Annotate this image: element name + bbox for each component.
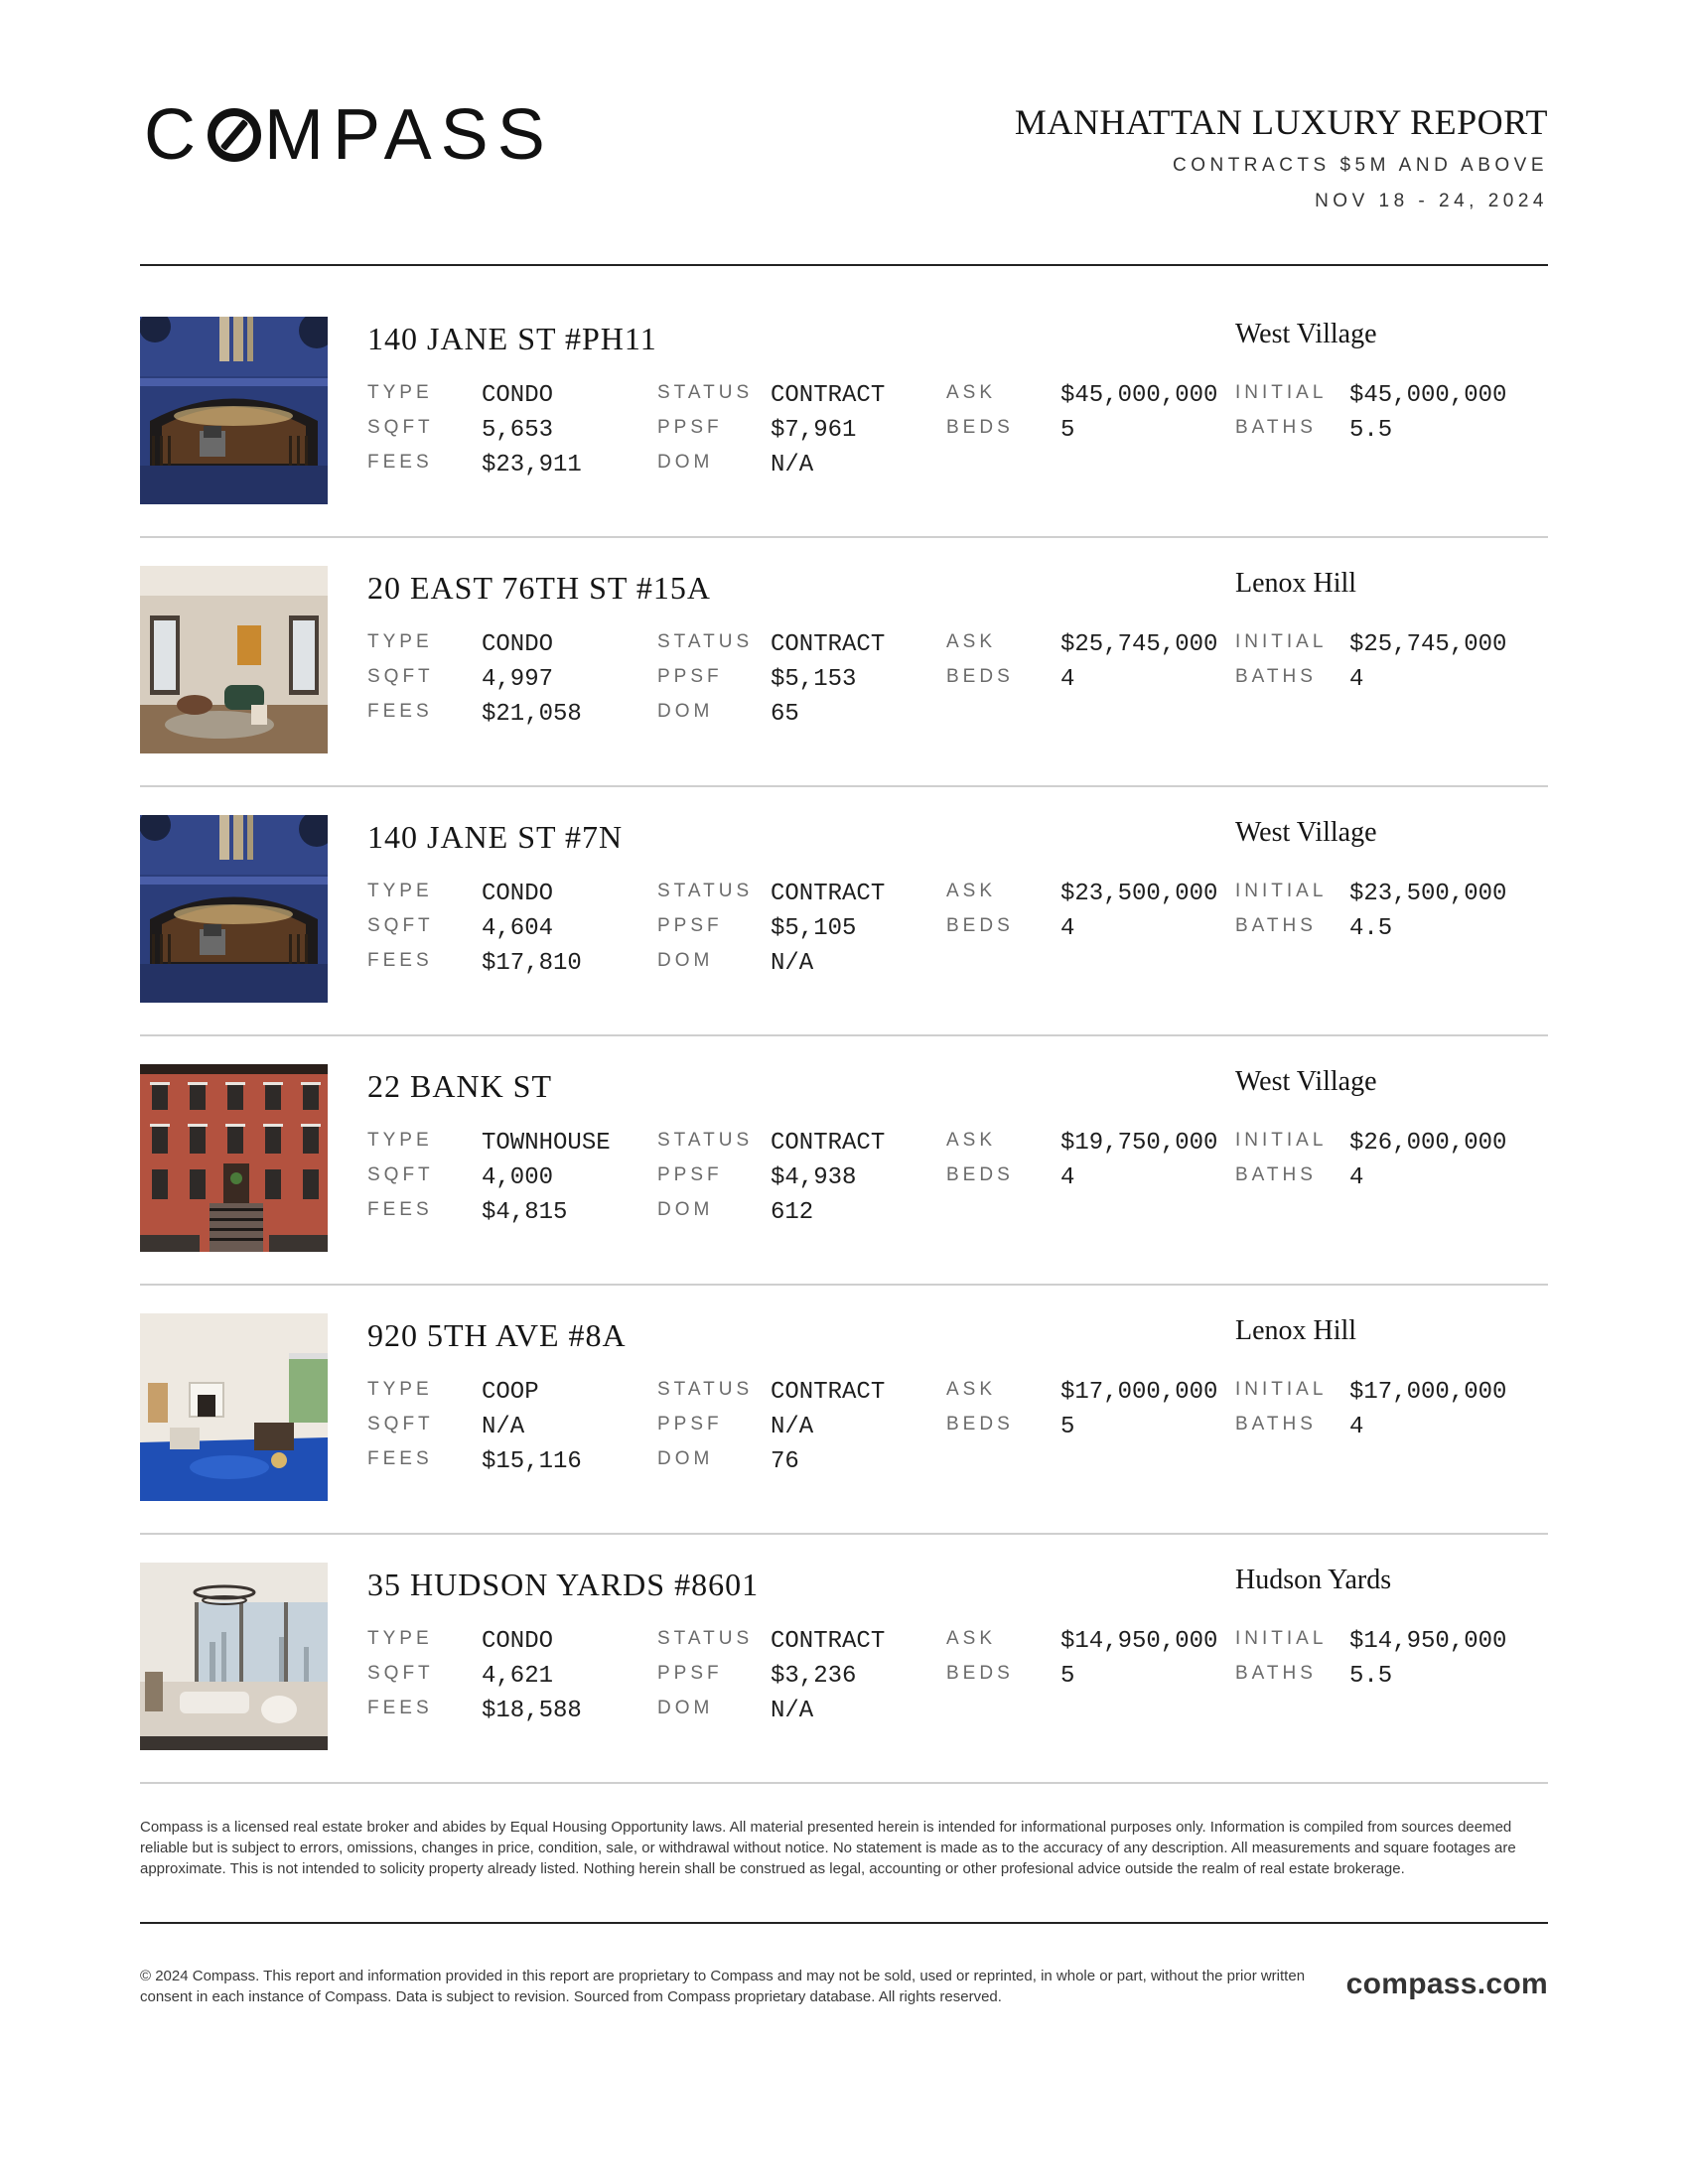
- baths-value: 4: [1349, 666, 1364, 693]
- listing-neighborhood: Hudson Yards: [1235, 1565, 1392, 1595]
- listings-list: [140, 289, 1548, 1784]
- ask-value: $19,750,000: [1060, 1130, 1218, 1157]
- beds-value: 4: [1060, 666, 1075, 693]
- baths-value: 5.5: [1349, 417, 1393, 444]
- initial-value: $26,000,000: [1349, 1130, 1507, 1157]
- baths-label: BATHS: [1235, 417, 1317, 438]
- listing-row[interactable]: [140, 1036, 1548, 1286]
- listing-details: [367, 382, 1559, 491]
- ask-label: ASK: [946, 1628, 997, 1649]
- listing-photo[interactable]: [140, 815, 328, 1003]
- listing-neighborhood: West Village: [1235, 319, 1377, 349]
- listing-details: [367, 1379, 1559, 1488]
- sqft-label: SQFT: [367, 417, 434, 438]
- ppsf-label: PPSF: [657, 1164, 723, 1185]
- initial-value: $25,745,000: [1349, 631, 1507, 658]
- status-label: STATUS: [657, 631, 754, 652]
- ask-value: $25,745,000: [1060, 631, 1218, 658]
- baths-label: BATHS: [1235, 1663, 1317, 1684]
- baths-value: 5.5: [1349, 1663, 1393, 1690]
- listing-photo[interactable]: [140, 1313, 328, 1501]
- legal-disclaimer: Compass is a licensed real estate broker and abides by Equal Housing Opportunity laws. All material presented herein is intended for informational purposes only. Information is compiled from sources deemed reliable but is subject to errors, omissions, changes in price, condition, sale, or withdrawal without notice. No statement is made as to the accuracy of any description. All measurements and square footages are approximate. This is not intended to solicity property already listed. Nothing herein shall be construed as legal, accounting or other profesional advice outside the realm of real estate brokerage.: [140, 1817, 1548, 1924]
- beds-label: BEDS: [946, 915, 1014, 936]
- listing-details: [367, 1628, 1559, 1737]
- beds-label: BEDS: [946, 1164, 1014, 1185]
- type-label: TYPE: [367, 1628, 433, 1649]
- blue-rug-room-photo: [140, 1313, 328, 1501]
- dom-value: N/A: [771, 950, 814, 977]
- beds-value: 5: [1060, 1663, 1075, 1690]
- listing-photo[interactable]: [140, 1563, 328, 1750]
- initial-value: $17,000,000: [1349, 1379, 1507, 1406]
- sqft-value: 4,621: [482, 1663, 554, 1690]
- sqft-value: 5,653: [482, 417, 554, 444]
- initial-label: INITIAL: [1235, 1379, 1328, 1400]
- building-courtyard-photo: [140, 317, 328, 504]
- sqft-value: 4,997: [482, 666, 554, 693]
- type-value: CONDO: [482, 1628, 554, 1655]
- listing-address[interactable]: 20 EAST 76TH ST #15A: [367, 570, 711, 606]
- report-title: MANHATTAN LUXURY REPORT: [1014, 102, 1548, 142]
- ask-label: ASK: [946, 1379, 997, 1400]
- beds-value: 5: [1060, 1414, 1075, 1440]
- ppsf-value: N/A: [771, 1414, 814, 1440]
- sqft-value: N/A: [482, 1414, 525, 1440]
- listing-row[interactable]: [140, 1286, 1548, 1535]
- dom-label: DOM: [657, 701, 714, 722]
- sqft-value: 4,000: [482, 1164, 554, 1191]
- type-label: TYPE: [367, 382, 433, 403]
- initial-value: $45,000,000: [1349, 382, 1507, 409]
- ppsf-value: $5,105: [771, 915, 857, 942]
- status-label: STATUS: [657, 881, 754, 901]
- beds-label: BEDS: [946, 417, 1014, 438]
- building-courtyard-photo: [140, 815, 328, 1003]
- ppsf-value: $7,961: [771, 417, 857, 444]
- status-value: CONTRACT: [771, 1628, 886, 1655]
- beds-value: 4: [1060, 1164, 1075, 1191]
- dom-label: DOM: [657, 1448, 714, 1469]
- type-label: TYPE: [367, 631, 433, 652]
- fees-value: $17,810: [482, 950, 582, 977]
- listing-address[interactable]: 920 5TH AVE #8A: [367, 1317, 627, 1353]
- dom-label: DOM: [657, 1199, 714, 1220]
- beds-value: 4: [1060, 915, 1075, 942]
- fees-label: FEES: [367, 452, 433, 473]
- fees-label: FEES: [367, 1698, 433, 1718]
- status-value: CONTRACT: [771, 1379, 886, 1406]
- listing-neighborhood: West Village: [1235, 817, 1377, 848]
- type-value: TOWNHOUSE: [482, 1130, 611, 1157]
- sqft-label: SQFT: [367, 666, 434, 687]
- ask-value: $14,950,000: [1060, 1628, 1218, 1655]
- initial-label: INITIAL: [1235, 631, 1328, 652]
- ask-label: ASK: [946, 382, 997, 403]
- fees-value: $4,815: [482, 1199, 568, 1226]
- fees-value: $23,911: [482, 452, 582, 478]
- dom-value: N/A: [771, 452, 814, 478]
- baths-label: BATHS: [1235, 666, 1317, 687]
- dom-value: 65: [771, 701, 799, 728]
- copyright-notice: © 2024 Compass. This report and information provided in this report are proprietary to Compass and may not be sold, used or reprinted, in whole or part, without the prior written consent in each instance of Compass. Data is subject to revision. Sourced from Compass proprietary database. All rights reserved.: [140, 1968, 1306, 2005]
- listing-address[interactable]: 35 HUDSON YARDS #8601: [367, 1567, 760, 1602]
- status-label: STATUS: [657, 1130, 754, 1151]
- type-value: CONDO: [482, 631, 554, 658]
- initial-label: INITIAL: [1235, 382, 1328, 403]
- townhouse-photo: [140, 1064, 328, 1252]
- ppsf-label: PPSF: [657, 666, 723, 687]
- fees-label: FEES: [367, 1448, 433, 1469]
- beds-label: BEDS: [946, 1663, 1014, 1684]
- sqft-label: SQFT: [367, 1164, 434, 1185]
- baths-label: BATHS: [1235, 1414, 1317, 1434]
- listing-row[interactable]: [140, 538, 1548, 787]
- website-link[interactable]: compass.com: [1345, 1968, 1548, 2000]
- listing-row[interactable]: [140, 787, 1548, 1036]
- fees-label: FEES: [367, 1199, 433, 1220]
- dom-value: N/A: [771, 1698, 814, 1724]
- ask-value: $23,500,000: [1060, 881, 1218, 907]
- listing-details: [367, 1130, 1559, 1239]
- status-label: STATUS: [657, 1628, 754, 1649]
- ppsf-value: $5,153: [771, 666, 857, 693]
- fees-value: $15,116: [482, 1448, 582, 1475]
- beds-value: 5: [1060, 417, 1075, 444]
- ask-label: ASK: [946, 631, 997, 652]
- type-value: COOP: [482, 1379, 539, 1406]
- ppsf-label: PPSF: [657, 417, 723, 438]
- ask-label: ASK: [946, 1130, 997, 1151]
- sqft-label: SQFT: [367, 1663, 434, 1684]
- type-label: TYPE: [367, 881, 433, 901]
- listing-row[interactable]: [140, 1535, 1548, 1784]
- fees-label: FEES: [367, 701, 433, 722]
- baths-value: 4: [1349, 1164, 1364, 1191]
- initial-label: INITIAL: [1235, 1130, 1328, 1151]
- type-value: CONDO: [482, 881, 554, 907]
- type-value: CONDO: [482, 382, 554, 409]
- type-label: TYPE: [367, 1130, 433, 1151]
- beds-label: BEDS: [946, 1414, 1014, 1434]
- dom-label: DOM: [657, 950, 714, 971]
- initial-label: INITIAL: [1235, 881, 1328, 901]
- ask-label: ASK: [946, 881, 997, 901]
- report-date-range: NOV 18 - 24, 2024: [1315, 191, 1548, 211]
- compass-logo: C MPASS: [144, 95, 554, 175]
- initial-label: INITIAL: [1235, 1628, 1328, 1649]
- baths-label: BATHS: [1235, 1164, 1317, 1185]
- listing-neighborhood: Lenox Hill: [1235, 1315, 1357, 1346]
- fees-label: FEES: [367, 950, 433, 971]
- ppsf-label: PPSF: [657, 915, 723, 936]
- ask-value: $17,000,000: [1060, 1379, 1218, 1406]
- dom-label: DOM: [657, 1698, 714, 1718]
- listing-address[interactable]: 140 JANE ST #7N: [367, 819, 624, 855]
- status-value: CONTRACT: [771, 631, 886, 658]
- baths-label: BATHS: [1235, 915, 1317, 936]
- listing-photo[interactable]: [140, 566, 328, 753]
- report-header: [140, 89, 1548, 266]
- listing-address[interactable]: 22 BANK ST: [367, 1068, 553, 1104]
- beds-label: BEDS: [946, 666, 1014, 687]
- status-value: CONTRACT: [771, 881, 886, 907]
- listing-neighborhood: Lenox Hill: [1235, 568, 1357, 599]
- baths-value: 4: [1349, 1414, 1364, 1440]
- ppsf-value: $4,938: [771, 1164, 857, 1191]
- listing-address[interactable]: 140 JANE ST #PH11: [367, 321, 657, 356]
- ask-value: $45,000,000: [1060, 382, 1218, 409]
- listing-photo[interactable]: [140, 317, 328, 504]
- listing-neighborhood: West Village: [1235, 1066, 1377, 1097]
- listing-details: [367, 631, 1559, 741]
- status-value: CONTRACT: [771, 1130, 886, 1157]
- listing-photo[interactable]: [140, 1064, 328, 1252]
- sqft-label: SQFT: [367, 915, 434, 936]
- dom-label: DOM: [657, 452, 714, 473]
- ppsf-label: PPSF: [657, 1414, 723, 1434]
- status-label: STATUS: [657, 1379, 754, 1400]
- high-rise-room-photo: [140, 1563, 328, 1750]
- sqft-label: SQFT: [367, 1414, 434, 1434]
- ppsf-label: PPSF: [657, 1663, 723, 1684]
- baths-value: 4.5: [1349, 915, 1393, 942]
- report-subtitle: CONTRACTS $5M AND ABOVE: [1172, 155, 1548, 176]
- fees-value: $18,588: [482, 1698, 582, 1724]
- status-value: CONTRACT: [771, 382, 886, 409]
- listing-details: [367, 881, 1559, 990]
- ppsf-value: $3,236: [771, 1663, 857, 1690]
- dom-value: 76: [771, 1448, 799, 1475]
- status-label: STATUS: [657, 382, 754, 403]
- sqft-value: 4,604: [482, 915, 554, 942]
- compass-o-icon: [208, 108, 261, 162]
- initial-value: $23,500,000: [1349, 881, 1507, 907]
- living-room-photo: [140, 566, 328, 753]
- fees-value: $21,058: [482, 701, 582, 728]
- dom-value: 612: [771, 1199, 814, 1226]
- initial-value: $14,950,000: [1349, 1628, 1507, 1655]
- listing-row[interactable]: [140, 289, 1548, 538]
- type-label: TYPE: [367, 1379, 433, 1400]
